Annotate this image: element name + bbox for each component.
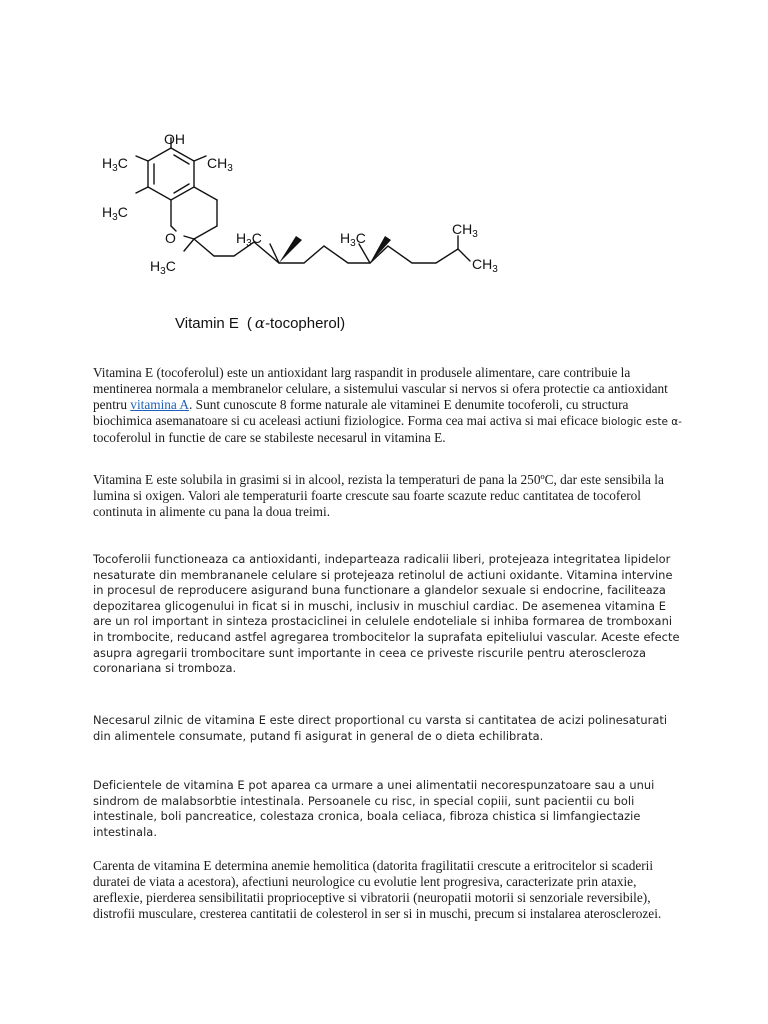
alpha-tocopherol-structure bbox=[90, 118, 520, 343]
figure-caption: Vitamin E ( α-tocopherol) bbox=[175, 314, 346, 332]
label-h3c-chain-2: $H_3C$ bbox=[340, 230, 366, 249]
paragraph-daily-need: Necesarul zilnic de vitamina E este direct proportional cu varsta si cantitatea de acizi polinesaturati din alimentele consumate, putand fi asigurat in general de o dieta echilibrata. bbox=[93, 713, 668, 743]
paragraph-deficiency-effects: Carenta de vitamina E determina anemie hemolitica (datorita fragilitatii crescute a eritrocitelor si scaderii duratei de viata a acestora), afectiuni neurologice cu evolutie lent progresiva, caracterizate prin ataxie, areflexie, pierderea sensibilitatii proprioceptive si vibratorii (neuropatii motorii si senzoriale reversibile), distrofii musculare, cresterea cantitatii de colesterol in ser si in muschi, precum si instalarea aterosclerozei. bbox=[93, 858, 662, 921]
paragraph-solubility: Vitamina E este solubila in grasimi si in alcool, rezista la temperaturi de pana la 250ºC, dar este sensibila la lumina si oxigen. Valori ale temperaturii foarte crescute sau foarte scazute reduc cantitatea de tocoferol continuta in alimente cu pana la doua treimi. bbox=[93, 472, 664, 519]
label-h3c-upper-left: $H_3C$ bbox=[102, 155, 128, 174]
label-h3c-c2: $H_3C$ bbox=[150, 258, 176, 277]
label-oh: OH bbox=[164, 131, 185, 147]
label-ch3-terminal-top: $CH_3$ bbox=[452, 221, 478, 240]
paragraph-functions: Tocoferolii functioneaza ca antioxidanti, indeparteaza radicalii liberi, protejeaza integritatea lipidelor nesaturate din membrananele celulare si protejeaza retinolul de actiuni oxidante. Vitamina intervine in procesul de reproducere asigurand buna functionare a glandelor sexuale si endocrine, faciliteaza depozitarea glicogenului in ficat si in muschi, inclusiv in muschiul cardiac. De asemenea vitamina E are un rol important in sinteza prostaciclinei in celulele endoteliale si inhiba formarea de tromboxani in trombocite, reducand astfel agregarea trombocitelor la suprafata epiteliului vascular. Aceste efecte asupra agregarii trombocitare sunt importante in ceea ce priveste riscurile pentru ateroscleroza coronariana si tromboza. bbox=[93, 552, 680, 676]
intro-small-text: biologic este α- bbox=[601, 416, 682, 428]
intro-text-1: Vitamina E (tocoferolul) este un antioxidant larg raspandit in produsele alimentare, care contribuie la mentinerea normala a membranelor celulare, a sistemului vascular si nervos si ofera protectie ca antioxidant pentru bbox=[93, 365, 668, 412]
label-h3c-chain-1: $H_3C$ bbox=[236, 230, 262, 249]
label-h3c-lower-left: $H_3C$ bbox=[102, 204, 128, 223]
label-ch3-terminal-bottom: $CH_3$ bbox=[472, 256, 498, 275]
paragraph-intro bbox=[93, 365, 683, 446]
paragraph-deficiency: Deficientele de vitamina E pot aparea ca urmare a unei alimentatii necorespunzatoare sau a unui sindrom de malabsorbtie intestinala. Persoanele cu risc, in special copiii, sunt pacientii cu boli intestinale, boli pancreatice, colestaza cronica, boala celiaca, fibroza chistica si limfangiectazie intestinala. bbox=[93, 778, 655, 839]
label-ch3-top-right: $CH_3$ bbox=[207, 155, 233, 174]
vitamina-a-link[interactable]: vitamina A bbox=[130, 397, 190, 412]
intro-text-3: tocoferolul in functie de care se stabileste necesarul in vitamina E. bbox=[93, 430, 446, 445]
molecule-bonds bbox=[136, 138, 470, 263]
intro-text-2: . Sunt cunoscute 8 forme naturale ale vitaminei E denumite tocoferoli, cu structura biochimica asemanatoare si cu aceleasi actiuni fiziologice. Forma cea mai activa si mai eficace bbox=[93, 397, 629, 428]
label-ring-oxygen: O bbox=[165, 230, 176, 246]
